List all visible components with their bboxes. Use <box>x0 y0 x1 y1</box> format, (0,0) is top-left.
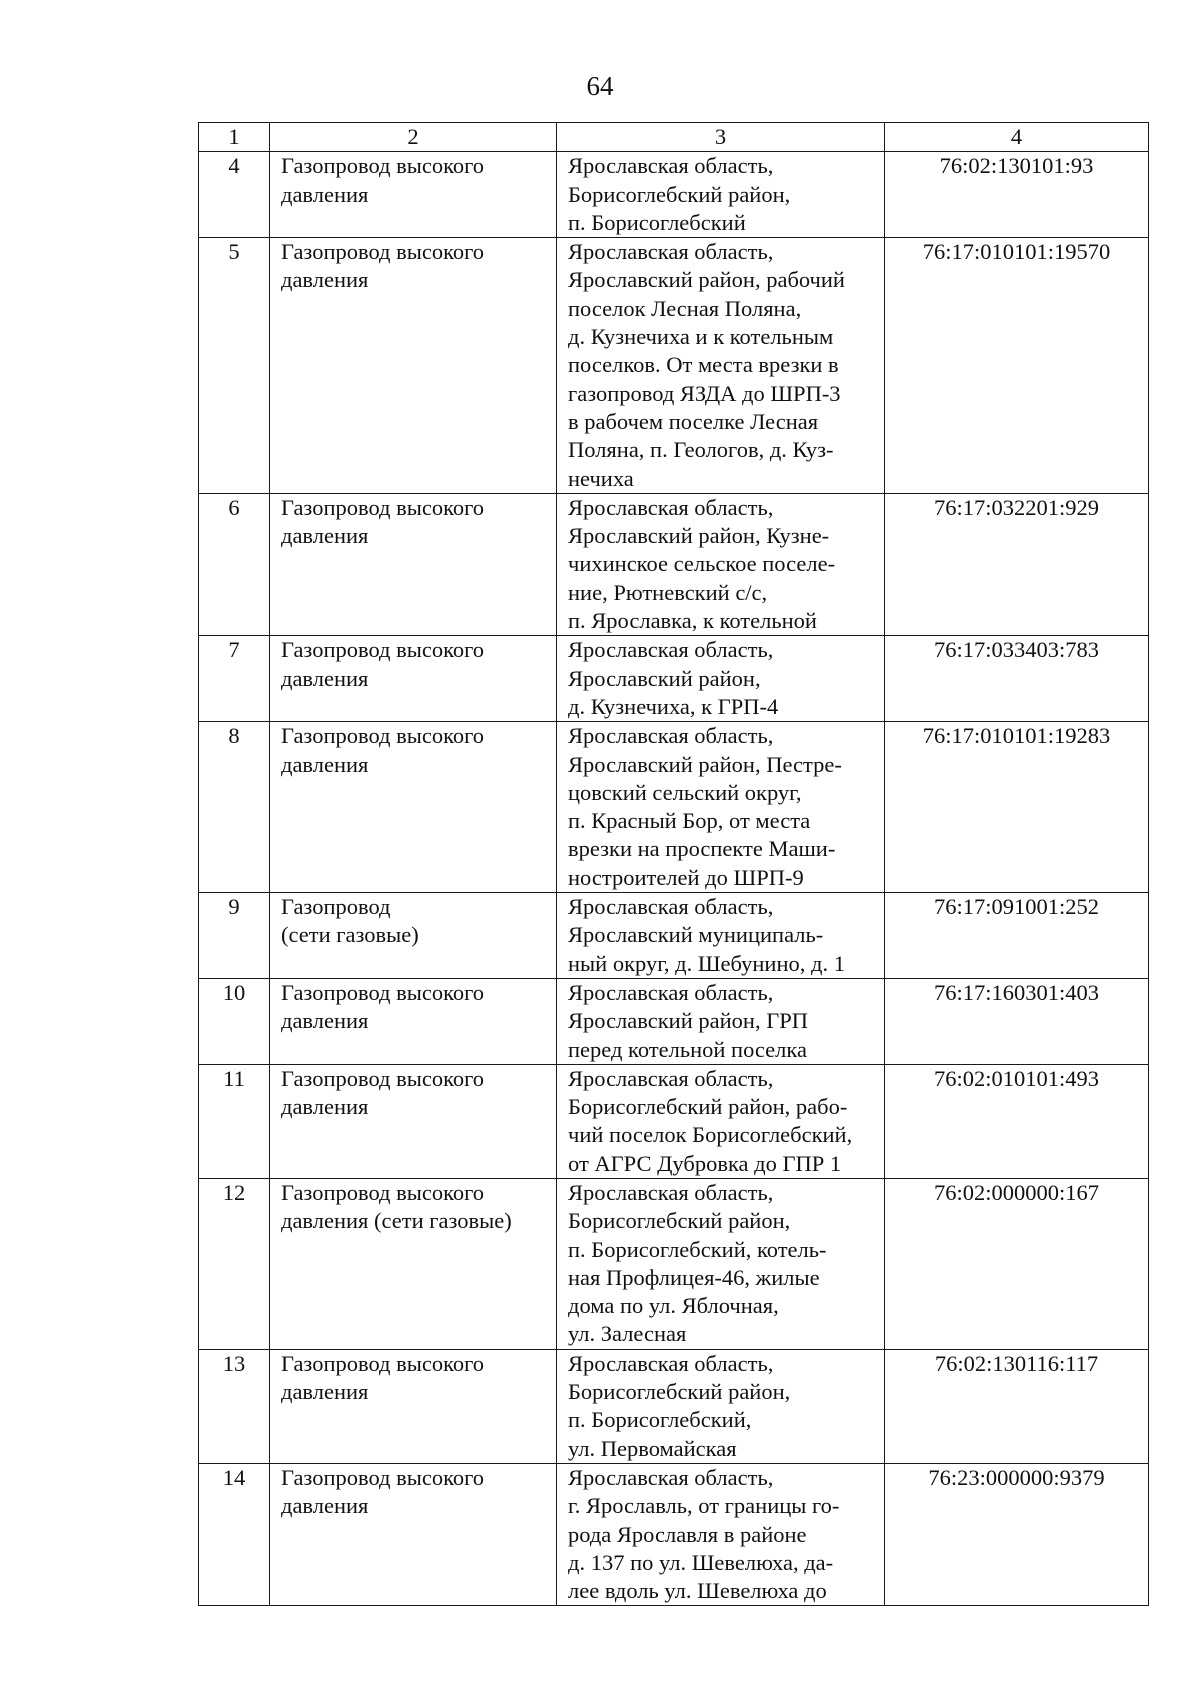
table-row <box>199 238 1149 494</box>
address-line: дома по ул. Яблочная, <box>568 1293 779 1319</box>
address-line: Ярославская область, <box>568 979 774 1005</box>
cadastral-number: 76:17:010101:19283 <box>885 722 1149 893</box>
address-cell <box>557 893 885 979</box>
address-line: Борисоглебский район, <box>568 1379 791 1405</box>
address-line: д. Кузнечиха, к ГРП-4 <box>568 693 779 719</box>
row-number: 7 <box>199 636 270 722</box>
table-row <box>199 722 1149 893</box>
row-number: 8 <box>199 722 270 893</box>
address-line: Ярославская область, <box>568 1350 774 1376</box>
object-name-cell <box>270 978 557 1064</box>
object-name-line: давления (сети газовые) <box>281 1208 512 1234</box>
object-name-cell <box>270 1064 557 1178</box>
object-name-line: давления <box>281 181 369 207</box>
object-name-line: Газопровод высокого <box>281 1179 485 1205</box>
object-name-line: давления <box>281 665 369 691</box>
address-line: поселок Лесная Поляна, <box>568 295 802 321</box>
object-name-line: Газопровод высокого <box>281 1464 485 1490</box>
address-line: ул. Первомайская <box>568 1435 737 1461</box>
address-line: Ярославский муниципаль- <box>568 922 824 948</box>
row-number: 6 <box>199 493 270 635</box>
object-name-line: Газопровод высокого <box>281 153 485 179</box>
cadastral-number: 76:02:130101:93 <box>885 152 1149 238</box>
address-line: Ярославская область, <box>568 1179 774 1205</box>
object-name-line: давления <box>281 267 369 293</box>
address-line: нечиха <box>568 465 634 491</box>
object-name-line: давления <box>281 523 369 549</box>
address-line: д. Кузнечиха и к котельным <box>568 324 834 350</box>
address-line: Ярославская область, <box>568 637 774 663</box>
object-name-cell <box>270 1463 557 1605</box>
address-line: Поляна, п. Геологов, д. Куз- <box>568 437 834 463</box>
column-header: 4 <box>885 123 1149 152</box>
address-line: Ярославский район, <box>568 665 761 691</box>
object-name-cell <box>270 722 557 893</box>
table-row <box>199 1463 1149 1605</box>
address-line: п. Борисоглебский, котель- <box>568 1236 827 1262</box>
row-number: 11 <box>199 1064 270 1178</box>
address-line: ностроителей до ШРП-9 <box>568 864 804 890</box>
cadastral-number: 76:23:000000:9379 <box>885 1463 1149 1605</box>
address-line: ная Профлицея-46, жилые <box>568 1264 820 1290</box>
table-header-row <box>199 123 1149 152</box>
object-name-line: Газопровод высокого <box>281 979 485 1005</box>
object-name-cell <box>270 493 557 635</box>
object-name-line: давления <box>281 751 369 777</box>
table-row <box>199 1349 1149 1463</box>
address-line: лее вдоль ул. Шевелюха до <box>568 1578 827 1604</box>
address-line: поселков. От места врезки в <box>568 352 839 378</box>
cadastral-number: 76:17:010101:19570 <box>885 238 1149 494</box>
object-name-line: Газопровод высокого <box>281 1350 485 1376</box>
address-line: перед котельной поселка <box>568 1036 807 1062</box>
address-line: газопровод ЯЗДА до ШРП-3 <box>568 380 841 406</box>
address-line: Ярославская область, <box>568 153 774 179</box>
address-line: от АГРС Дубровка до ГПР 1 <box>568 1150 842 1176</box>
column-header: 2 <box>270 123 557 152</box>
table-row <box>199 152 1149 238</box>
address-line: Ярославская область, <box>568 494 774 520</box>
address-cell <box>557 636 885 722</box>
address-cell <box>557 152 885 238</box>
object-name-line: давления <box>281 1094 369 1120</box>
address-line: рода Ярославля в районе <box>568 1521 807 1547</box>
address-cell <box>557 978 885 1064</box>
address-line: г. Ярославль, от границы го- <box>568 1493 840 1519</box>
address-line: Ярославская область, <box>568 1065 774 1091</box>
address-line: чихинское сельское поселе- <box>568 551 836 577</box>
object-name-line: давления <box>281 1008 369 1034</box>
cadastral-number: 76:02:130116:117 <box>885 1349 1149 1463</box>
table-row <box>199 978 1149 1064</box>
object-name-line: давления <box>281 1379 369 1405</box>
address-line: Ярославский район, ГРП <box>568 1008 808 1034</box>
page-number: 64 <box>586 71 614 101</box>
address-line: в рабочем поселке Лесная <box>568 408 819 434</box>
address-line: цовский сельский округ, <box>568 779 802 805</box>
object-name-cell <box>270 152 557 238</box>
table-row <box>199 636 1149 722</box>
address-line: Ярославская область, <box>568 894 774 920</box>
row-number: 5 <box>199 238 270 494</box>
address-line: Ярославский район, Пестре- <box>568 751 842 777</box>
object-name-line: Газопровод высокого <box>281 723 485 749</box>
address-line: Ярославская область, <box>568 1464 774 1490</box>
cadastral-number: 76:17:032201:929 <box>885 493 1149 635</box>
row-number: 14 <box>199 1463 270 1605</box>
address-line: ул. Залесная <box>568 1321 687 1347</box>
table-row <box>199 1178 1149 1349</box>
object-name-cell <box>270 238 557 494</box>
object-name-line: Газопровод <box>281 894 391 920</box>
column-header: 3 <box>557 123 885 152</box>
cadastral-number: 76:17:091001:252 <box>885 893 1149 979</box>
address-line: ный округ, д. Шебунино, д. 1 <box>568 950 845 976</box>
address-line: п. Борисоглебский, <box>568 1407 752 1433</box>
address-cell <box>557 1349 885 1463</box>
cadastral-number: 76:02:010101:493 <box>885 1064 1149 1178</box>
row-number: 4 <box>199 152 270 238</box>
object-name-line: (сети газовые) <box>281 922 419 948</box>
object-name-cell <box>270 893 557 979</box>
object-name-line: Газопровод высокого <box>281 239 485 265</box>
row-number: 13 <box>199 1349 270 1463</box>
cadastral-number: 76:02:000000:167 <box>885 1178 1149 1349</box>
address-line: Борисоглебский район, <box>568 181 791 207</box>
cadastral-number: 76:17:033403:783 <box>885 636 1149 722</box>
address-line: д. 137 по ул. Шевелюха, да- <box>568 1549 834 1575</box>
row-number: 12 <box>199 1178 270 1349</box>
table-row <box>199 1064 1149 1178</box>
table-row <box>199 493 1149 635</box>
row-number: 9 <box>199 893 270 979</box>
address-line: Ярославская область, <box>568 239 774 265</box>
address-line: Борисоглебский район, рабо- <box>568 1094 848 1120</box>
address-line: врезки на проспекте Маши- <box>568 836 836 862</box>
address-cell <box>557 493 885 635</box>
gas-pipeline-table <box>198 122 1149 1606</box>
object-name-line: Газопровод высокого <box>281 1065 485 1091</box>
table-row <box>199 893 1149 979</box>
cadastral-number: 76:17:160301:403 <box>885 978 1149 1064</box>
address-line: Борисоглебский район, <box>568 1208 791 1234</box>
address-line: п. Борисоглебский <box>568 209 746 235</box>
row-number: 10 <box>199 978 270 1064</box>
address-cell <box>557 238 885 494</box>
object-name-line: Газопровод высокого <box>281 637 485 663</box>
address-cell <box>557 722 885 893</box>
object-name-line: Газопровод высокого <box>281 494 485 520</box>
address-cell <box>557 1178 885 1349</box>
address-cell <box>557 1463 885 1605</box>
address-cell <box>557 1064 885 1178</box>
address-line: чий поселок Борисоглебский, <box>568 1122 853 1148</box>
object-name-cell <box>270 636 557 722</box>
address-line: ние, Рютневский с/с, <box>568 579 768 605</box>
address-line: Ярославская область, <box>568 723 774 749</box>
object-name-line: давления <box>281 1493 369 1519</box>
column-header: 1 <box>199 123 270 152</box>
object-name-cell <box>270 1349 557 1463</box>
address-line: п. Ярославка, к котельной <box>568 608 817 634</box>
address-line: Ярославский район, Кузне- <box>568 523 830 549</box>
address-line: Ярославский район, рабочий <box>568 267 845 293</box>
object-name-cell <box>270 1178 557 1349</box>
address-line: п. Красный Бор, от места <box>568 808 811 834</box>
